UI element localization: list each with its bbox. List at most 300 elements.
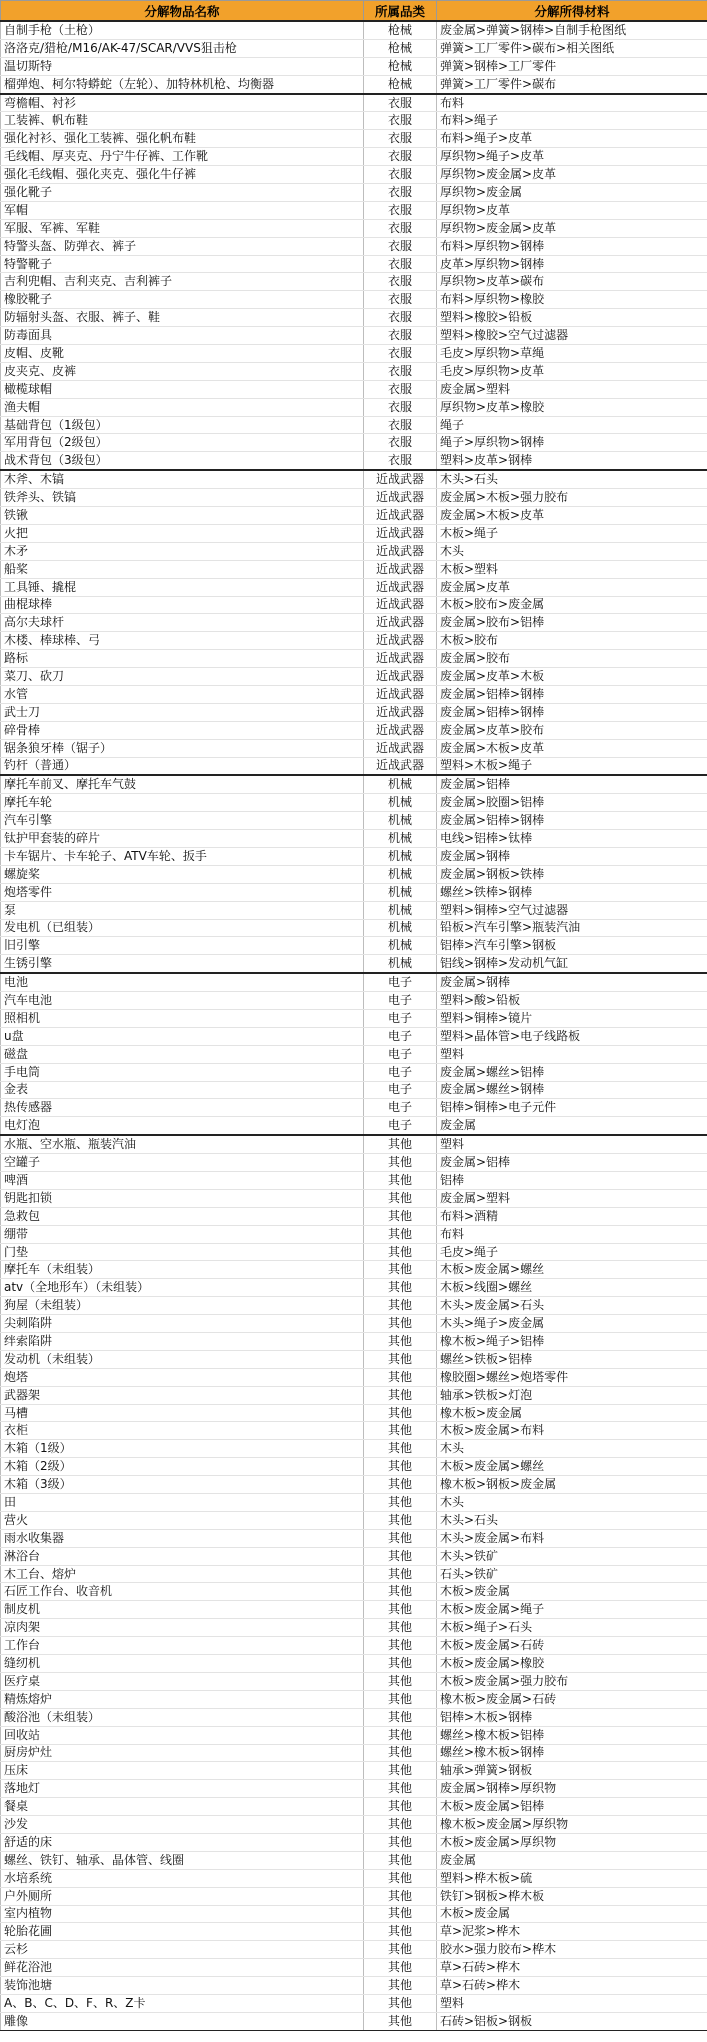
- item-name-cell: 医疗桌: [1, 1672, 364, 1690]
- item-name-cell: 摩托车（未组装）: [1, 1261, 364, 1279]
- materials-cell: 废金属: [437, 1851, 707, 1869]
- table-row: [1, 919, 707, 937]
- item-name-cell: 吉利兜帽、吉利夹克、吉利裤子: [1, 273, 364, 291]
- materials-cell: 塑料: [437, 1045, 707, 1063]
- table-row: [1, 1601, 707, 1619]
- table-row: [1, 1959, 707, 1977]
- item-name-cell: 钓杆（普通）: [1, 757, 364, 775]
- item-name-cell: 渔夫帽: [1, 398, 364, 416]
- category-cell: 其他: [364, 1672, 437, 1690]
- table-row: [1, 1869, 707, 1887]
- materials-cell: 废金属>铝棒>钢棒: [437, 703, 707, 721]
- table-row: [1, 1404, 707, 1422]
- category-cell: 衣服: [364, 166, 437, 184]
- item-name-cell: 生锈引擎: [1, 955, 364, 973]
- materials-cell: 布料: [437, 94, 707, 112]
- item-name-cell: 船桨: [1, 560, 364, 578]
- materials-cell: 布料>厚织物>钢棒: [437, 237, 707, 255]
- category-cell: 枪械: [364, 21, 437, 39]
- category-cell: 其他: [364, 1350, 437, 1368]
- table-row: [1, 434, 707, 452]
- item-name-cell: 酸浴池（未组装）: [1, 1708, 364, 1726]
- item-name-cell: atv（全地形车）（未组装）: [1, 1279, 364, 1297]
- table-row: [1, 1494, 707, 1512]
- item-name-cell: 橡胶靴子: [1, 291, 364, 309]
- category-cell: 机械: [364, 883, 437, 901]
- materials-cell: 木板>塑料: [437, 560, 707, 578]
- item-name-cell: 木工台、熔炉: [1, 1565, 364, 1583]
- table-row: [1, 614, 707, 632]
- category-cell: 衣服: [364, 94, 437, 112]
- category-cell: 近战武器: [364, 685, 437, 703]
- table-row: [1, 578, 707, 596]
- table-row: [1, 1135, 707, 1153]
- header-materials: 分解所得材料: [437, 1, 707, 22]
- materials-cell: 石砖>铝板>钢板: [437, 2012, 707, 2030]
- category-cell: 电子: [364, 1081, 437, 1099]
- category-cell: 其他: [364, 1333, 437, 1351]
- category-cell: 其他: [364, 1511, 437, 1529]
- item-name-cell: 铁斧头、铁镐: [1, 489, 364, 507]
- item-name-cell: 压床: [1, 1762, 364, 1780]
- category-cell: 衣服: [364, 273, 437, 291]
- category-cell: 其他: [364, 1923, 437, 1941]
- category-cell: 其他: [364, 1726, 437, 1744]
- item-name-cell: 工装裤、帆布鞋: [1, 112, 364, 130]
- category-cell: 其他: [364, 1762, 437, 1780]
- item-name-cell: 厨房炉灶: [1, 1744, 364, 1762]
- category-cell: 其他: [364, 1887, 437, 1905]
- category-cell: 电子: [364, 1099, 437, 1117]
- materials-cell: 螺丝>铁板>铝棒: [437, 1350, 707, 1368]
- category-cell: 其他: [364, 1494, 437, 1512]
- header-row: [1, 1, 707, 22]
- table-row: [1, 452, 707, 470]
- materials-cell: 螺丝>橡木板>铝棒: [437, 1726, 707, 1744]
- materials-cell: 木板>废金属>橡胶: [437, 1655, 707, 1673]
- materials-cell: 塑料>酸>铅板: [437, 992, 707, 1010]
- item-name-cell: 沙发: [1, 1816, 364, 1834]
- category-cell: 其他: [364, 1780, 437, 1798]
- table-row: [1, 757, 707, 775]
- table-row: [1, 112, 707, 130]
- category-cell: 机械: [364, 901, 437, 919]
- category-cell: 枪械: [364, 75, 437, 93]
- item-name-cell: 锯条狼牙棒（锯子）: [1, 739, 364, 757]
- materials-cell: 废金属>铝棒>钢棒: [437, 812, 707, 830]
- category-cell: 其他: [364, 1225, 437, 1243]
- category-cell: 枪械: [364, 57, 437, 75]
- table-row: [1, 1637, 707, 1655]
- category-cell: 其他: [364, 1404, 437, 1422]
- materials-cell: 铝棒>铜棒>电子元件: [437, 1099, 707, 1117]
- materials-cell: 铝线>钢棒>发动机气缸: [437, 955, 707, 973]
- table-row: [1, 94, 707, 112]
- category-cell: 电子: [364, 1063, 437, 1081]
- category-cell: 近战武器: [364, 596, 437, 614]
- materials-cell: 木板>废金属: [437, 1583, 707, 1601]
- table-row: [1, 148, 707, 166]
- materials-cell: 塑料>皮革>钢棒: [437, 452, 707, 470]
- category-cell: 近战武器: [364, 632, 437, 650]
- item-name-cell: 强化靴子: [1, 184, 364, 202]
- category-cell: 其他: [364, 1172, 437, 1190]
- materials-cell: 木板>废金属: [437, 1905, 707, 1923]
- materials-cell: 木头>绳子>废金属: [437, 1315, 707, 1333]
- item-name-cell: 钛护甲套装的碎片: [1, 830, 364, 848]
- category-cell: 其他: [364, 1261, 437, 1279]
- table-row: [1, 1923, 707, 1941]
- category-cell: 衣服: [364, 362, 437, 380]
- materials-cell: 塑料: [437, 1135, 707, 1153]
- category-cell: 其他: [364, 1798, 437, 1816]
- materials-cell: 废金属>皮革>木板: [437, 668, 707, 686]
- materials-cell: 废金属>塑料: [437, 380, 707, 398]
- table-row: [1, 1583, 707, 1601]
- category-cell: 机械: [364, 937, 437, 955]
- materials-cell: 塑料>桦木板>硫: [437, 1869, 707, 1887]
- item-name-cell: 营火: [1, 1511, 364, 1529]
- item-name-cell: 摩托车前叉、摩托车气鼓: [1, 775, 364, 793]
- table-row: [1, 1798, 707, 1816]
- category-cell: 其他: [364, 1833, 437, 1851]
- item-name-cell: 特警头盔、防弹衣、裤子: [1, 237, 364, 255]
- item-name-cell: 磁盘: [1, 1045, 364, 1063]
- category-cell: 其他: [364, 1315, 437, 1333]
- category-cell: 衣服: [364, 398, 437, 416]
- category-cell: 其他: [364, 1529, 437, 1547]
- table-row: [1, 1458, 707, 1476]
- materials-cell: 布料>酒精: [437, 1207, 707, 1225]
- materials-cell: 塑料>橡胶>空气过滤器: [437, 327, 707, 345]
- materials-cell: 铝棒: [437, 1172, 707, 1190]
- table-row: [1, 992, 707, 1010]
- materials-cell: 木头: [437, 1440, 707, 1458]
- item-name-cell: 制皮机: [1, 1601, 364, 1619]
- table-row: [1, 1027, 707, 1045]
- category-cell: 近战武器: [364, 560, 437, 578]
- category-cell: 其他: [364, 1959, 437, 1977]
- item-name-cell: 水管: [1, 685, 364, 703]
- category-cell: 近战武器: [364, 578, 437, 596]
- table-row: [1, 1315, 707, 1333]
- materials-cell: 布料>绳子: [437, 112, 707, 130]
- category-cell: 其他: [364, 1905, 437, 1923]
- item-name-cell: 马槽: [1, 1404, 364, 1422]
- item-name-cell: 自制手枪（土枪）: [1, 21, 364, 39]
- table-row: [1, 1207, 707, 1225]
- category-cell: 衣服: [364, 148, 437, 166]
- item-name-cell: 曲棍球棒: [1, 596, 364, 614]
- item-name-cell: 回收站: [1, 1726, 364, 1744]
- table-row: [1, 721, 707, 739]
- materials-cell: 塑料: [437, 1994, 707, 2012]
- category-cell: 电子: [364, 992, 437, 1010]
- item-name-cell: 工具锤、撬棍: [1, 578, 364, 596]
- category-cell: 近战武器: [364, 721, 437, 739]
- item-name-cell: 泵: [1, 901, 364, 919]
- category-cell: 衣服: [364, 255, 437, 273]
- item-name-cell: 落地灯: [1, 1780, 364, 1798]
- item-name-cell: 旧引擎: [1, 937, 364, 955]
- materials-cell: 废金属>钢棒: [437, 847, 707, 865]
- table-row: [1, 1117, 707, 1135]
- item-name-cell: 摩托车轮: [1, 794, 364, 812]
- item-name-cell: 特警靴子: [1, 255, 364, 273]
- table-row: [1, 130, 707, 148]
- table-row: [1, 1422, 707, 1440]
- item-name-cell: 雕像: [1, 2012, 364, 2030]
- table-row: [1, 668, 707, 686]
- table-row: [1, 973, 707, 991]
- materials-cell: 木板>废金属>螺丝: [437, 1458, 707, 1476]
- materials-cell: 木板>绳子>石头: [437, 1619, 707, 1637]
- item-name-cell: 金表: [1, 1081, 364, 1099]
- table-row: [1, 524, 707, 542]
- category-cell: 其他: [364, 1690, 437, 1708]
- materials-cell: 废金属>塑料: [437, 1189, 707, 1207]
- category-cell: 衣服: [364, 345, 437, 363]
- table-row: [1, 1744, 707, 1762]
- table-row: [1, 703, 707, 721]
- materials-cell: 废金属>钢棒: [437, 973, 707, 991]
- category-cell: 电子: [364, 973, 437, 991]
- table-row: [1, 327, 707, 345]
- materials-cell: 废金属>皮革>胶布: [437, 721, 707, 739]
- table-row: [1, 273, 707, 291]
- table-row: [1, 1476, 707, 1494]
- table-row: [1, 57, 707, 75]
- table-row: [1, 1440, 707, 1458]
- item-name-cell: 精炼熔炉: [1, 1690, 364, 1708]
- table-row: [1, 255, 707, 273]
- materials-cell: 废金属>钢板>铁棒: [437, 865, 707, 883]
- category-cell: 其他: [364, 2012, 437, 2030]
- table-row: [1, 1386, 707, 1404]
- materials-cell: 木板>废金属>布料: [437, 1422, 707, 1440]
- item-name-cell: 室内植物: [1, 1905, 364, 1923]
- item-name-cell: 木箱（2级）: [1, 1458, 364, 1476]
- materials-cell: 弹簧>钢棒>工厂零件: [437, 57, 707, 75]
- table-row: [1, 1887, 707, 1905]
- table-row: [1, 1547, 707, 1565]
- category-cell: 其他: [364, 1458, 437, 1476]
- table-row: [1, 1529, 707, 1547]
- materials-cell: 塑料>木板>绳子: [437, 757, 707, 775]
- table-row: [1, 489, 707, 507]
- category-cell: 衣服: [364, 219, 437, 237]
- materials-cell: 草>泥浆>桦木: [437, 1923, 707, 1941]
- item-name-cell: 餐桌: [1, 1798, 364, 1816]
- item-name-cell: 洛洛克/猎枪/M16/AK-47/SCAR/VVS狙击枪: [1, 39, 364, 57]
- category-cell: 近战武器: [364, 703, 437, 721]
- materials-cell: 废金属>螺丝>铝棒: [437, 1063, 707, 1081]
- materials-cell: 铝棒>汽车引擎>钢板: [437, 937, 707, 955]
- materials-cell: 木板>胶布: [437, 632, 707, 650]
- item-name-cell: 缝纫机: [1, 1655, 364, 1673]
- table-row: [1, 847, 707, 865]
- item-name-cell: 武士刀: [1, 703, 364, 721]
- materials-cell: 草>石砖>桦木: [437, 1977, 707, 1995]
- table-row: [1, 470, 707, 488]
- materials-cell: 橡木板>废金属>石砖: [437, 1690, 707, 1708]
- materials-cell: 橡胶圈>螺丝>炮塔零件: [437, 1368, 707, 1386]
- item-name-cell: 菜刀、砍刀: [1, 668, 364, 686]
- table-row: [1, 507, 707, 525]
- materials-cell: 厚织物>废金属>皮革: [437, 166, 707, 184]
- item-name-cell: 鲜花浴池: [1, 1959, 364, 1977]
- materials-cell: 胶水>强力胶布>桦木: [437, 1941, 707, 1959]
- category-cell: 电子: [364, 1009, 437, 1027]
- materials-cell: 木板>废金属>螺丝: [437, 1261, 707, 1279]
- item-name-cell: 卡车锯片、卡车轮子、ATV车轮、扳手: [1, 847, 364, 865]
- table-row: [1, 1189, 707, 1207]
- category-cell: 衣服: [364, 184, 437, 202]
- item-name-cell: 战术背包（3级包）: [1, 452, 364, 470]
- category-cell: 其他: [364, 1476, 437, 1494]
- category-cell: 其他: [364, 1243, 437, 1261]
- category-cell: 其他: [364, 1601, 437, 1619]
- item-name-cell: 石匠工作台、收音机: [1, 1583, 364, 1601]
- table-row: [1, 362, 707, 380]
- materials-cell: 螺丝>橡木板>钢棒: [437, 1744, 707, 1762]
- table-row: [1, 1977, 707, 1995]
- category-cell: 衣服: [364, 130, 437, 148]
- table-row: [1, 937, 707, 955]
- item-name-cell: 木矛: [1, 542, 364, 560]
- item-name-cell: 榴弹炮、柯尔特蟒蛇（左轮）、加特林机枪、均衡器: [1, 75, 364, 93]
- category-cell: 其他: [364, 1368, 437, 1386]
- category-cell: 其他: [364, 1135, 437, 1153]
- category-cell: 其他: [364, 1816, 437, 1834]
- category-cell: 其他: [364, 1547, 437, 1565]
- item-name-cell: 木楼、棒球棒、弓: [1, 632, 364, 650]
- materials-cell: 木板>废金属>铝棒: [437, 1798, 707, 1816]
- item-name-cell: 强化衬衫、强化工装裤、强化帆布鞋: [1, 130, 364, 148]
- table-row: [1, 883, 707, 901]
- materials-cell: 废金属>胶布>铝棒: [437, 614, 707, 632]
- category-cell: 其他: [364, 1941, 437, 1959]
- table-row: [1, 812, 707, 830]
- item-name-cell: 火把: [1, 524, 364, 542]
- table-row: [1, 1816, 707, 1834]
- item-name-cell: 防毒面具: [1, 327, 364, 345]
- category-cell: 其他: [364, 1565, 437, 1583]
- item-name-cell: 军帽: [1, 201, 364, 219]
- item-name-cell: 雨水收集器: [1, 1529, 364, 1547]
- materials-cell: 电线>铝棒>钛棒: [437, 830, 707, 848]
- item-name-cell: 装饰池塘: [1, 1977, 364, 1995]
- item-name-cell: 木斧、木镐: [1, 470, 364, 488]
- table-row: [1, 955, 707, 973]
- materials-cell: 木头>废金属>石头: [437, 1297, 707, 1315]
- item-name-cell: 螺丝、铁钉、轴承、晶体管、线圈: [1, 1851, 364, 1869]
- item-name-cell: 发电机（已组装）: [1, 919, 364, 937]
- table-row: [1, 1655, 707, 1673]
- category-cell: 机械: [364, 847, 437, 865]
- table-row: [1, 1063, 707, 1081]
- item-name-cell: 户外厕所: [1, 1887, 364, 1905]
- table-row: [1, 345, 707, 363]
- item-name-cell: 田: [1, 1494, 364, 1512]
- materials-cell: 废金属>木板>皮革: [437, 739, 707, 757]
- category-cell: 衣服: [364, 452, 437, 470]
- table-row: [1, 1045, 707, 1063]
- item-name-cell: 路标: [1, 650, 364, 668]
- table-row: [1, 1368, 707, 1386]
- item-name-cell: 电灯泡: [1, 1117, 364, 1135]
- category-cell: 近战武器: [364, 507, 437, 525]
- item-name-cell: 毛线帽、厚夹克、丹宁牛仔裤、工作靴: [1, 148, 364, 166]
- category-cell: 衣服: [364, 112, 437, 130]
- table-row: [1, 1099, 707, 1117]
- category-cell: 近战武器: [364, 614, 437, 632]
- materials-cell: 木板>胶布>废金属: [437, 596, 707, 614]
- materials-cell: 橡木板>钢板>废金属: [437, 1476, 707, 1494]
- materials-cell: 木板>废金属>厚织物: [437, 1833, 707, 1851]
- materials-cell: 塑料>晶体管>电子线路板: [437, 1027, 707, 1045]
- item-name-cell: 铁锹: [1, 507, 364, 525]
- table-row: [1, 596, 707, 614]
- table-row: [1, 1297, 707, 1315]
- category-cell: 机械: [364, 865, 437, 883]
- header-item-name: 分解物品名称: [1, 1, 364, 22]
- materials-cell: 铝棒>木板>钢棒: [437, 1708, 707, 1726]
- materials-cell: 厚织物>皮革: [437, 201, 707, 219]
- materials-cell: 废金属>铝棒: [437, 775, 707, 793]
- materials-cell: 木头: [437, 1494, 707, 1512]
- item-name-cell: 淋浴台: [1, 1547, 364, 1565]
- materials-cell: 废金属>胶圈>铝棒: [437, 794, 707, 812]
- materials-cell: 厚织物>绳子>皮革: [437, 148, 707, 166]
- category-cell: 其他: [364, 1279, 437, 1297]
- table-row: [1, 1833, 707, 1851]
- item-name-cell: 军服、军裤、军鞋: [1, 219, 364, 237]
- materials-cell: 废金属>木板>强力胶布: [437, 489, 707, 507]
- table-row: [1, 1261, 707, 1279]
- materials-cell: 塑料>铜棒>空气过滤器: [437, 901, 707, 919]
- materials-cell: 布料>厚织物>橡胶: [437, 291, 707, 309]
- table-row: [1, 794, 707, 812]
- item-name-cell: 尖刺陷阱: [1, 1315, 364, 1333]
- item-name-cell: 木箱（3级）: [1, 1476, 364, 1494]
- materials-cell: 绳子>厚织物>钢棒: [437, 434, 707, 452]
- category-cell: 近战武器: [364, 650, 437, 668]
- table-row: [1, 309, 707, 327]
- materials-cell: 布料>绳子>皮革: [437, 130, 707, 148]
- category-cell: 其他: [364, 1708, 437, 1726]
- category-cell: 衣服: [364, 237, 437, 255]
- item-name-cell: 热传感器: [1, 1099, 364, 1117]
- materials-cell: 塑料>铜棒>镜片: [437, 1009, 707, 1027]
- header-category: 所属品类: [364, 1, 437, 22]
- item-name-cell: 炮塔: [1, 1368, 364, 1386]
- category-cell: 其他: [364, 1440, 437, 1458]
- materials-cell: 废金属>钢棒>厚织物: [437, 1780, 707, 1798]
- item-name-cell: 照相机: [1, 1009, 364, 1027]
- item-name-cell: 门垫: [1, 1243, 364, 1261]
- table-row: [1, 398, 707, 416]
- table-row: [1, 380, 707, 398]
- table-row: [1, 865, 707, 883]
- item-name-cell: 衣柜: [1, 1422, 364, 1440]
- materials-cell: 毛皮>厚织物>草绳: [437, 345, 707, 363]
- category-cell: 其他: [364, 1637, 437, 1655]
- materials-cell: 废金属>皮革: [437, 578, 707, 596]
- item-name-cell: 弯檐帽、衬衫: [1, 94, 364, 112]
- materials-cell: 橡木板>废金属: [437, 1404, 707, 1422]
- category-cell: 其他: [364, 1994, 437, 2012]
